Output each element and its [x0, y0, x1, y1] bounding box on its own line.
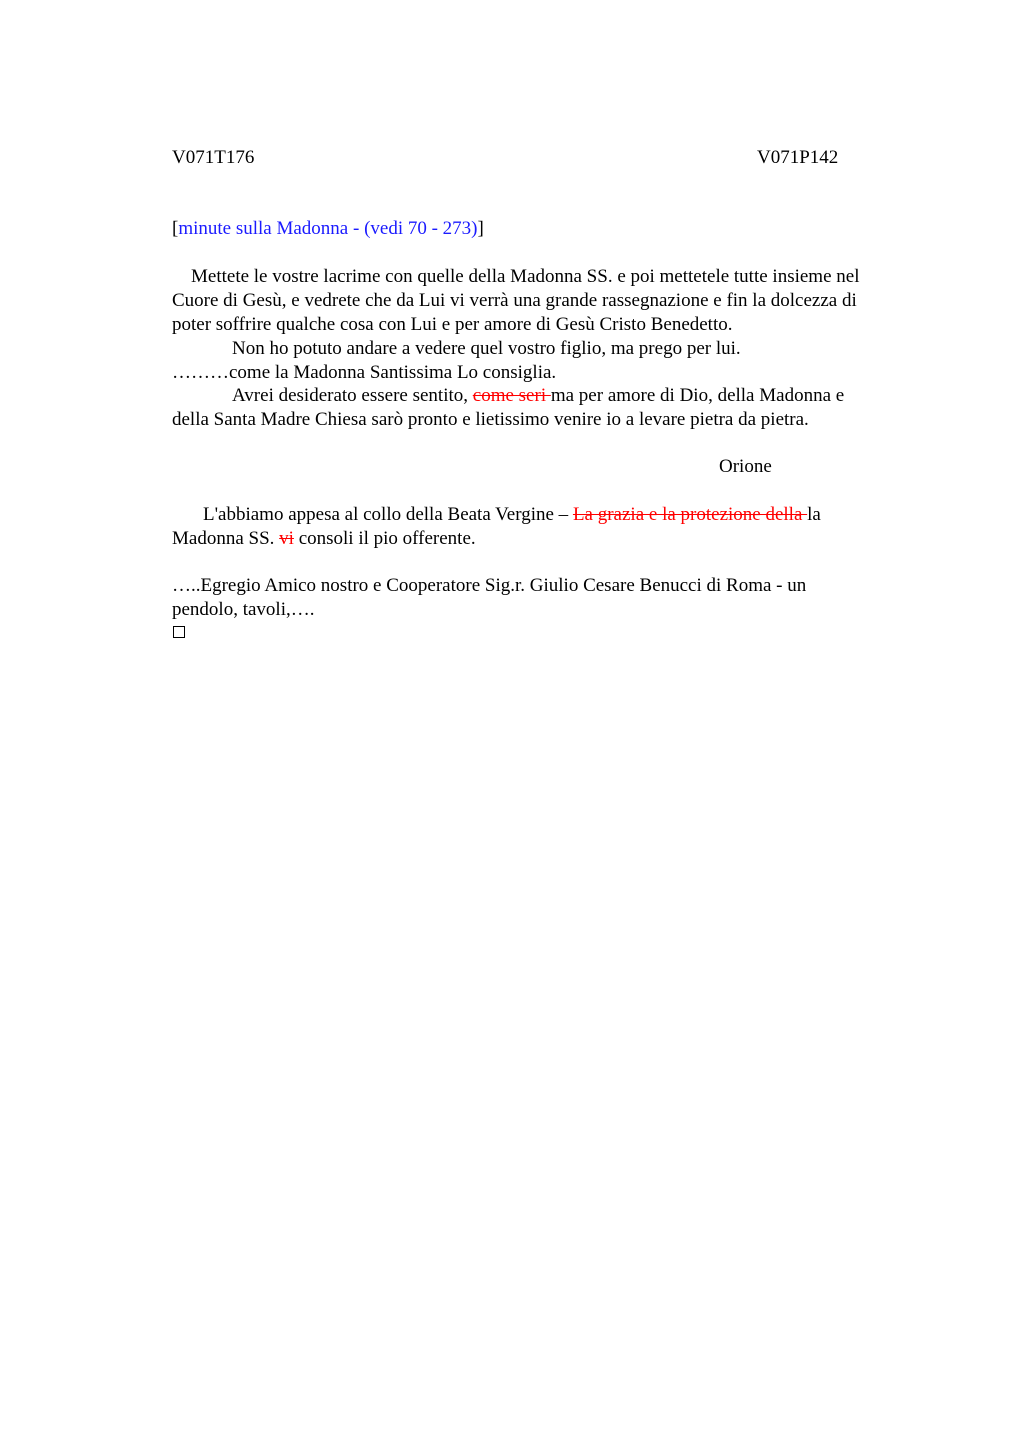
- p2-line2-deleted-text: vi: [279, 528, 294, 549]
- paragraph3-line1: …..Egregio Amico nostro e Cooperatore Sig.r. Giulio Cesare Benucci di Roma - un: [172, 575, 807, 596]
- p2-line1-after: la: [807, 504, 821, 525]
- document-code-left: V071T176: [172, 147, 255, 168]
- line6-text-before: Avrei desiderato essere sentito,: [232, 385, 473, 406]
- paragraph2-line2: [172, 527, 476, 551]
- paragraph1-line3: poter soffrire qualche cosa con Lui e per amore di Gesù Cristo Benedetto.: [172, 314, 733, 335]
- empty-checkbox-icon: [173, 626, 185, 638]
- signature: Orione: [719, 456, 772, 477]
- title-link-text[interactable]: minute sulla Madonna - (vedi 70 - 273): [178, 218, 478, 239]
- title-open-bracket: [: [172, 218, 179, 239]
- p2-line1-before: L'abbiamo appesa al collo della Beata Vergine –: [203, 504, 573, 525]
- paragraph1-line4: Non ho potuto andare a vedere quel vostro figlio, ma prego per lui.: [232, 338, 741, 359]
- p2-line2-before: Madonna SS.: [172, 528, 280, 549]
- section-title: [172, 217, 484, 241]
- paragraph1-line5: ………come la Madonna Santissima Lo consiglia.: [172, 362, 557, 383]
- line6-text-after: ma per amore di Dio, della Madonna e: [550, 385, 845, 406]
- paragraph1-line6: [232, 384, 844, 408]
- paragraph2-line1: [203, 503, 821, 527]
- p2-line1-deleted-text: La grazia e la protezione della: [572, 504, 808, 525]
- title-close-bracket: ]: [477, 218, 484, 239]
- paragraph3-line2: pendolo, tavoli,….: [172, 599, 315, 620]
- paragraph1-line2: Cuore di Gesù, e vedrete che da Lui vi verrà una grande rassegnazione e fin la dolcezza di: [172, 290, 857, 311]
- line6-deleted-text: come seri: [472, 385, 551, 406]
- p2-line2-after: consoli il pio offerente.: [293, 528, 476, 549]
- document-code-right: V071P142: [757, 147, 839, 168]
- paragraph1-line7: della Santa Madre Chiesa sarò pronto e lietissimo venire io a levare pietra da pietra.: [172, 409, 809, 430]
- paragraph1-line1: Mettete le vostre lacrime con quelle della Madonna SS. e poi mettetele tutte insieme nel: [191, 266, 860, 287]
